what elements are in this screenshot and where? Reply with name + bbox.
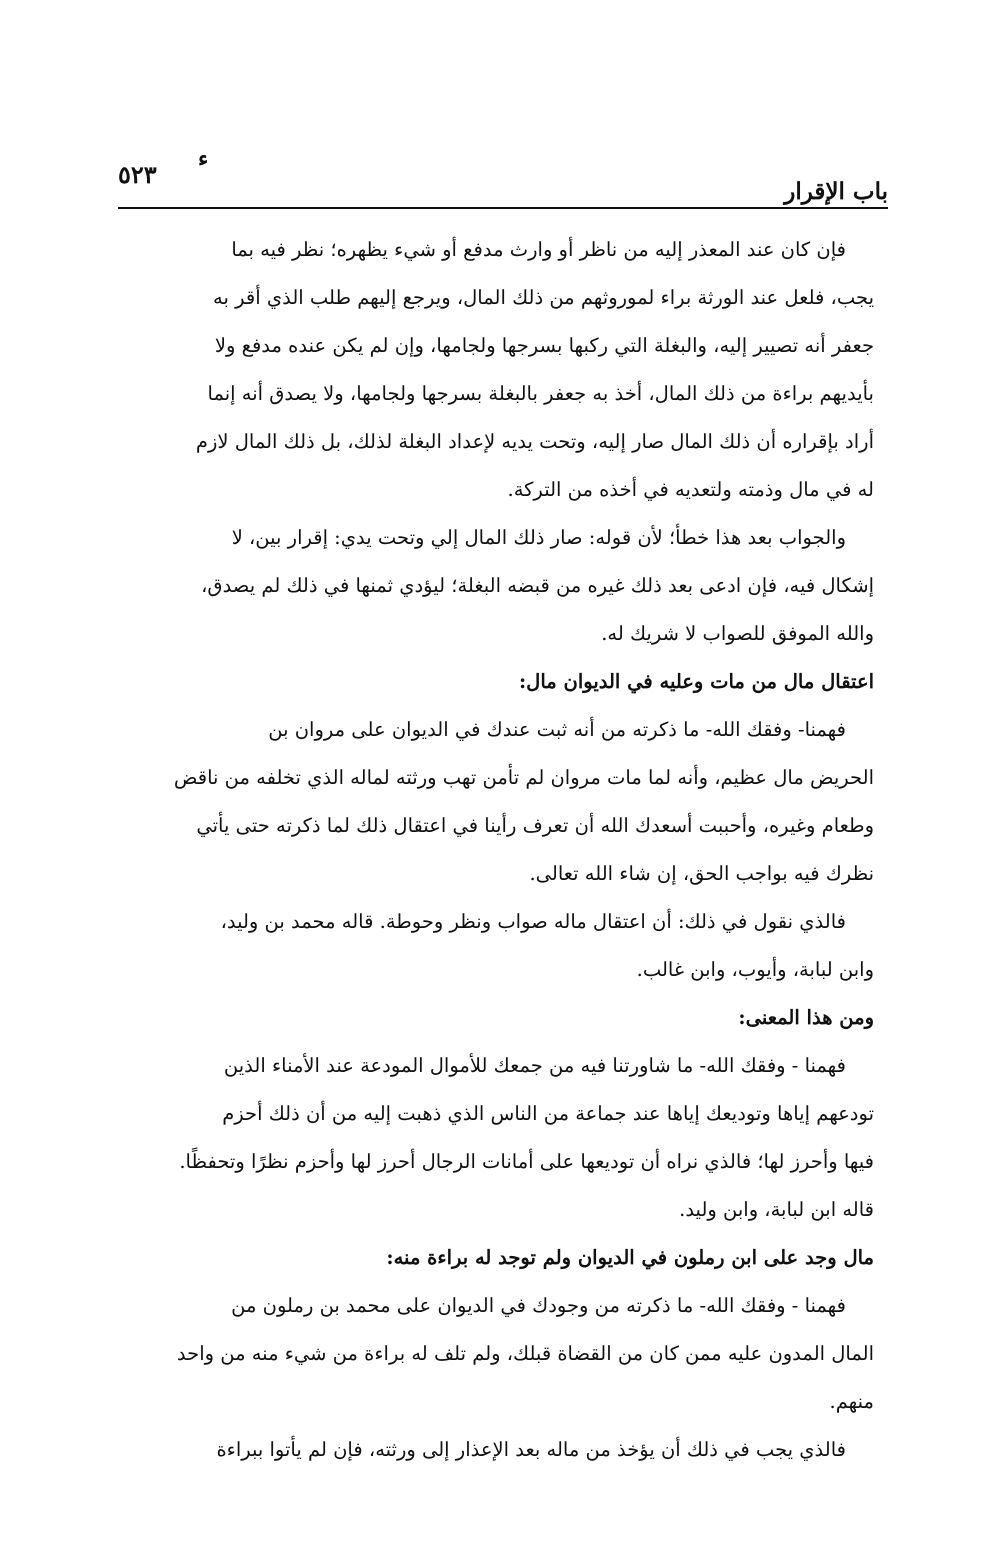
header-rule	[118, 207, 888, 209]
text-line: فهمنا - وفقك الله- ما ذكرته من وجودك في الديوان على محمد بن رملون من	[231, 1294, 846, 1317]
section-heading: ومن هذا المعنى:	[738, 1006, 874, 1029]
body-text	[84, 226, 874, 1474]
header-mark: ء	[198, 146, 209, 172]
text-line: إشكال فيه، فإن ادعى بعد ذلك غيره من قبضه البغلة؛ ليؤدي ثمنها في ذلك لم يصدق،	[201, 574, 874, 597]
text-line: بأيديهم براءة من ذلك المال، أخذ به جعفر بالبغلة بسرجها ولجامها، ولا يصدق أنه إنما	[207, 382, 874, 405]
text-line: والله الموفق للصواب لا شريك له.	[601, 622, 874, 645]
text-line: والجواب بعد هذا خطأ؛ لأن قوله: صار ذلك المال إلي وتحت يدي: إقرار بين، لا	[231, 526, 846, 549]
text-line: تودعهم إياها وتوديعك إياها عند جماعة من الناس الذي ذهبت إليه من أن ذلك أحزم	[222, 1102, 874, 1125]
text-line: المال المدون عليه ممن كان من القضاة قبلك، ولم تلف له براءة من شيء منه من واحد	[176, 1342, 874, 1365]
text-line: جعفر أنه تصيير إليه، والبغلة التي ركبها بسرجها ولجامها، وإن لم يكن عنده مدفع ولا	[214, 334, 874, 357]
section-heading: اعتقال مال من مات وعليه في الديوان مال:	[518, 670, 874, 693]
page-number: ٥٢٣	[118, 160, 157, 189]
chapter-title: باب الإقرار	[784, 178, 888, 205]
text-line: فإن كان عند المعذر إليه من ناظر أو وارث مدفع أو شيء يظهره؛ نظر فيه بما	[231, 238, 846, 261]
text-line: فالذي يجب في ذلك أن يؤخذ من ماله بعد الإعذار إلى ورثته، فإن لم يأتوا ببراءة	[216, 1438, 846, 1461]
text-line: منهم.	[829, 1390, 874, 1413]
text-line: وابن لبابة، وأيوب، وابن غالب.	[636, 958, 874, 981]
section-heading: مال وجد على ابن رملون في الديوان ولم توجد له براءة منه:	[386, 1246, 874, 1269]
text-line: يجب، فلعل عند الورثة براء لموروثهم من ذلك المال، ويرجع إليهم طلب الذي أقر به	[213, 286, 874, 309]
text-line: نظرك فيه بواجب الحق، إن شاء الله تعالى.	[529, 862, 874, 885]
text-line: فالذي نقول في ذلك: أن اعتقال ماله صواب ونظر وحوطة. قاله محمد بن وليد،	[220, 910, 846, 933]
text-line: فهمنا - وفقك الله- ما شاورتنا فيه من جمعك للأموال المودعة عند الأمناء الذين	[223, 1054, 846, 1077]
text-line: فهمنا- وفقك الله- ما ذكرته من أنه ثبت عندك في الديوان على مروان بن	[268, 718, 846, 741]
text-line: الحريض مال عظيم، وأنه لما مات مروان لم تأمن تهب ورثته لماله الذي تخلفه من ناقض	[173, 766, 874, 789]
text-line: قاله ابن لبابة، وابن وليد.	[679, 1198, 874, 1221]
text-line: فيها وأحرز لها؛ فالذي نراه أن توديعها على أمانات الرجال أحرز لها وأحزم نظرًا وتحفظًا.	[179, 1150, 874, 1173]
page-header	[118, 146, 888, 210]
text-line: له في مال وذمته ولتعديه في أخذه من التركة.	[507, 478, 874, 501]
text-line: وطعام وغيره، وأحببت أسعدك الله أن تعرف رأينا في اعتقال ذلك لما ذكرته حتى يأتي	[196, 814, 874, 837]
text-line: أراد بإقراره أن ذلك المال صار إليه، وتحت يديه لإعداد البغلة لذلك، بل ذلك المال لازم	[195, 430, 874, 453]
